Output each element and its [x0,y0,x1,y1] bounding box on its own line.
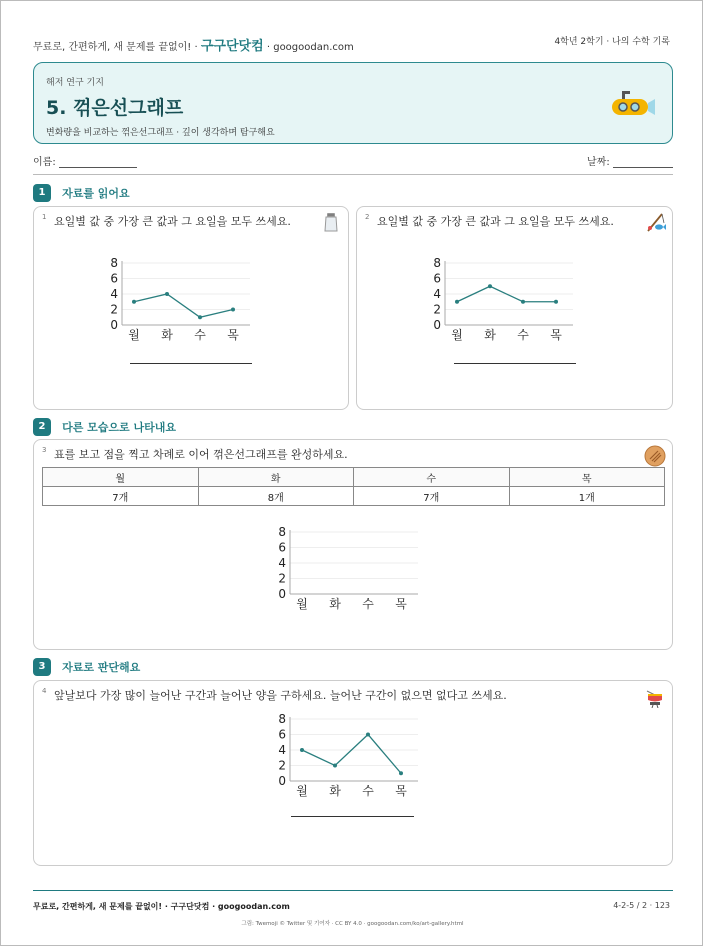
y-tick-label: 6 [278,727,286,742]
table-header-row [43,468,665,487]
line-chart [423,257,593,342]
section-label: 자료로 판단해요 [62,660,141,674]
answer-line[interactable] [291,816,414,817]
question-card-2 [356,206,673,410]
date-line [613,158,673,168]
x-tick-label: 화 [484,328,496,342]
header-brand: 구구단닷컴 [200,39,264,54]
date-field[interactable] [587,153,673,168]
y-tick-label: 4 [278,743,286,757]
y-tick-label: 6 [433,271,441,286]
fishing-pole-icon [644,211,666,233]
footer-left: 무료로, 간편하게, 새 문제를 끝없이! · 구구단닷컴 · googoodan.com [33,902,290,911]
salt-shaker-icon [320,211,342,233]
blank-line-chart[interactable] [268,526,438,611]
series-line [302,735,401,774]
x-tick-label: 화 [329,784,341,798]
section-label: 자료를 읽어요 [62,186,130,200]
data-point [399,771,403,775]
question-number: 3 [42,446,47,454]
image-credit: 그림: Twemoji © Twitter 및 기여자 · CC BY 4.0 · googoodan.com/ko/art-gallery.html [241,921,464,927]
page-title: 5. 꺾은선그래프 [46,97,184,119]
flatbread-icon [644,445,666,467]
table-cell: 1개 [509,487,665,506]
date-label: 날짜: [587,157,610,168]
question-text: 표를 보고 점을 찍고 차례로 이어 꺾은선그래프를 완성하세요. [54,448,348,461]
table-cell: 8개 [198,487,354,506]
x-tick-label: 화 [161,328,173,342]
name-field[interactable] [33,153,137,168]
x-tick-label: 월 [296,597,308,611]
section-2-header [33,416,176,436]
x-tick-label: 수 [194,328,206,342]
y-tick-label: 8 [278,526,286,539]
question-number: 2 [365,213,370,221]
y-tick-label: 2 [278,758,286,773]
answer-line[interactable] [130,363,252,364]
x-tick-label: 월 [128,328,140,342]
y-tick-label: 4 [433,287,441,301]
y-tick-label: 8 [110,257,118,270]
question-number: 4 [42,687,47,695]
fondue-icon [644,686,666,708]
data-point [455,300,459,304]
section-label: 다른 모습으로 나타내요 [62,420,177,434]
line-chart [268,713,438,798]
question-card-1 [33,206,349,410]
data-point [366,733,370,737]
question-card-4 [33,680,673,866]
name-label: 이름: [33,157,56,168]
table-row [43,487,665,506]
x-tick-label: 월 [451,328,463,342]
x-tick-label: 수 [517,328,529,342]
data-point [132,300,136,304]
x-tick-label: 목 [227,328,239,342]
section-number: 3 [33,658,51,676]
table-header-cell: 수 [354,468,510,487]
question-text: 요일별 값 중 가장 큰 값과 그 요일을 모두 쓰세요. [377,215,614,228]
y-tick-label: 2 [278,571,286,586]
section-3-header [33,656,140,676]
line-chart [100,257,270,342]
section-1-header [33,182,130,202]
x-tick-label: 목 [395,597,407,611]
table-cell: 7개 [354,487,510,506]
section-number: 1 [33,184,51,202]
table-header-cell: 화 [198,468,354,487]
x-tick-label: 화 [329,597,341,611]
question-card-3 [33,439,673,650]
series-line [134,294,233,317]
header-grade: 4학년 2학기 · 나의 수학 기록 [554,37,670,47]
title-banner [33,62,673,144]
y-tick-label: 6 [278,540,286,555]
footer-page: 4-2-5 / 2 · 123 [613,901,670,910]
y-tick-label: 4 [110,287,118,301]
y-tick-label: 0 [278,774,286,788]
banner-category: 해저 연구 기지 [46,78,104,88]
footer-rule [33,890,673,891]
data-point [488,284,492,288]
data-point [165,292,169,296]
header-slogan: 무료로, 간편하게, 새 문제를 끝없이! · [33,42,198,53]
name-line [59,158,137,168]
y-tick-label: 0 [278,587,286,601]
y-tick-label: 8 [433,257,441,270]
question-number: 1 [42,213,47,221]
section-number: 2 [33,418,51,436]
data-point [300,748,304,752]
y-tick-label: 2 [110,302,118,317]
banner-subtitle: 변화량을 비교하는 꺾은선그래프 · 깊이 생각하며 탐구해요 [46,128,275,138]
data-point [554,300,558,304]
data-point [198,315,202,319]
data-point [231,308,235,312]
answer-line[interactable] [454,363,576,364]
divider [33,174,673,175]
y-tick-label: 0 [433,318,441,332]
y-tick-label: 8 [278,713,286,726]
data-table [42,467,665,506]
y-tick-label: 2 [433,302,441,317]
question-text: 요일별 값 중 가장 큰 값과 그 요일을 모두 쓰세요. [54,215,291,228]
table-cell: 7개 [43,487,199,506]
table-header-cell: 목 [509,468,665,487]
x-tick-label: 목 [395,784,407,798]
table-header-cell: 월 [43,468,199,487]
x-tick-label: 수 [362,597,374,611]
x-tick-label: 월 [296,784,308,798]
header-left [33,35,354,54]
header-site: · googoodan.com [266,42,354,53]
x-tick-label: 수 [362,784,374,798]
y-tick-label: 0 [110,318,118,332]
y-tick-label: 4 [278,556,286,570]
submarine-icon [610,89,656,119]
data-point [521,300,525,304]
data-point [333,764,337,768]
y-tick-label: 6 [110,271,118,286]
question-text: 앞날보다 가장 많이 늘어난 구간과 늘어난 양을 구하세요. 늘어난 구간이 없으면 없다고 쓰세요. [54,689,507,702]
x-tick-label: 목 [550,328,562,342]
